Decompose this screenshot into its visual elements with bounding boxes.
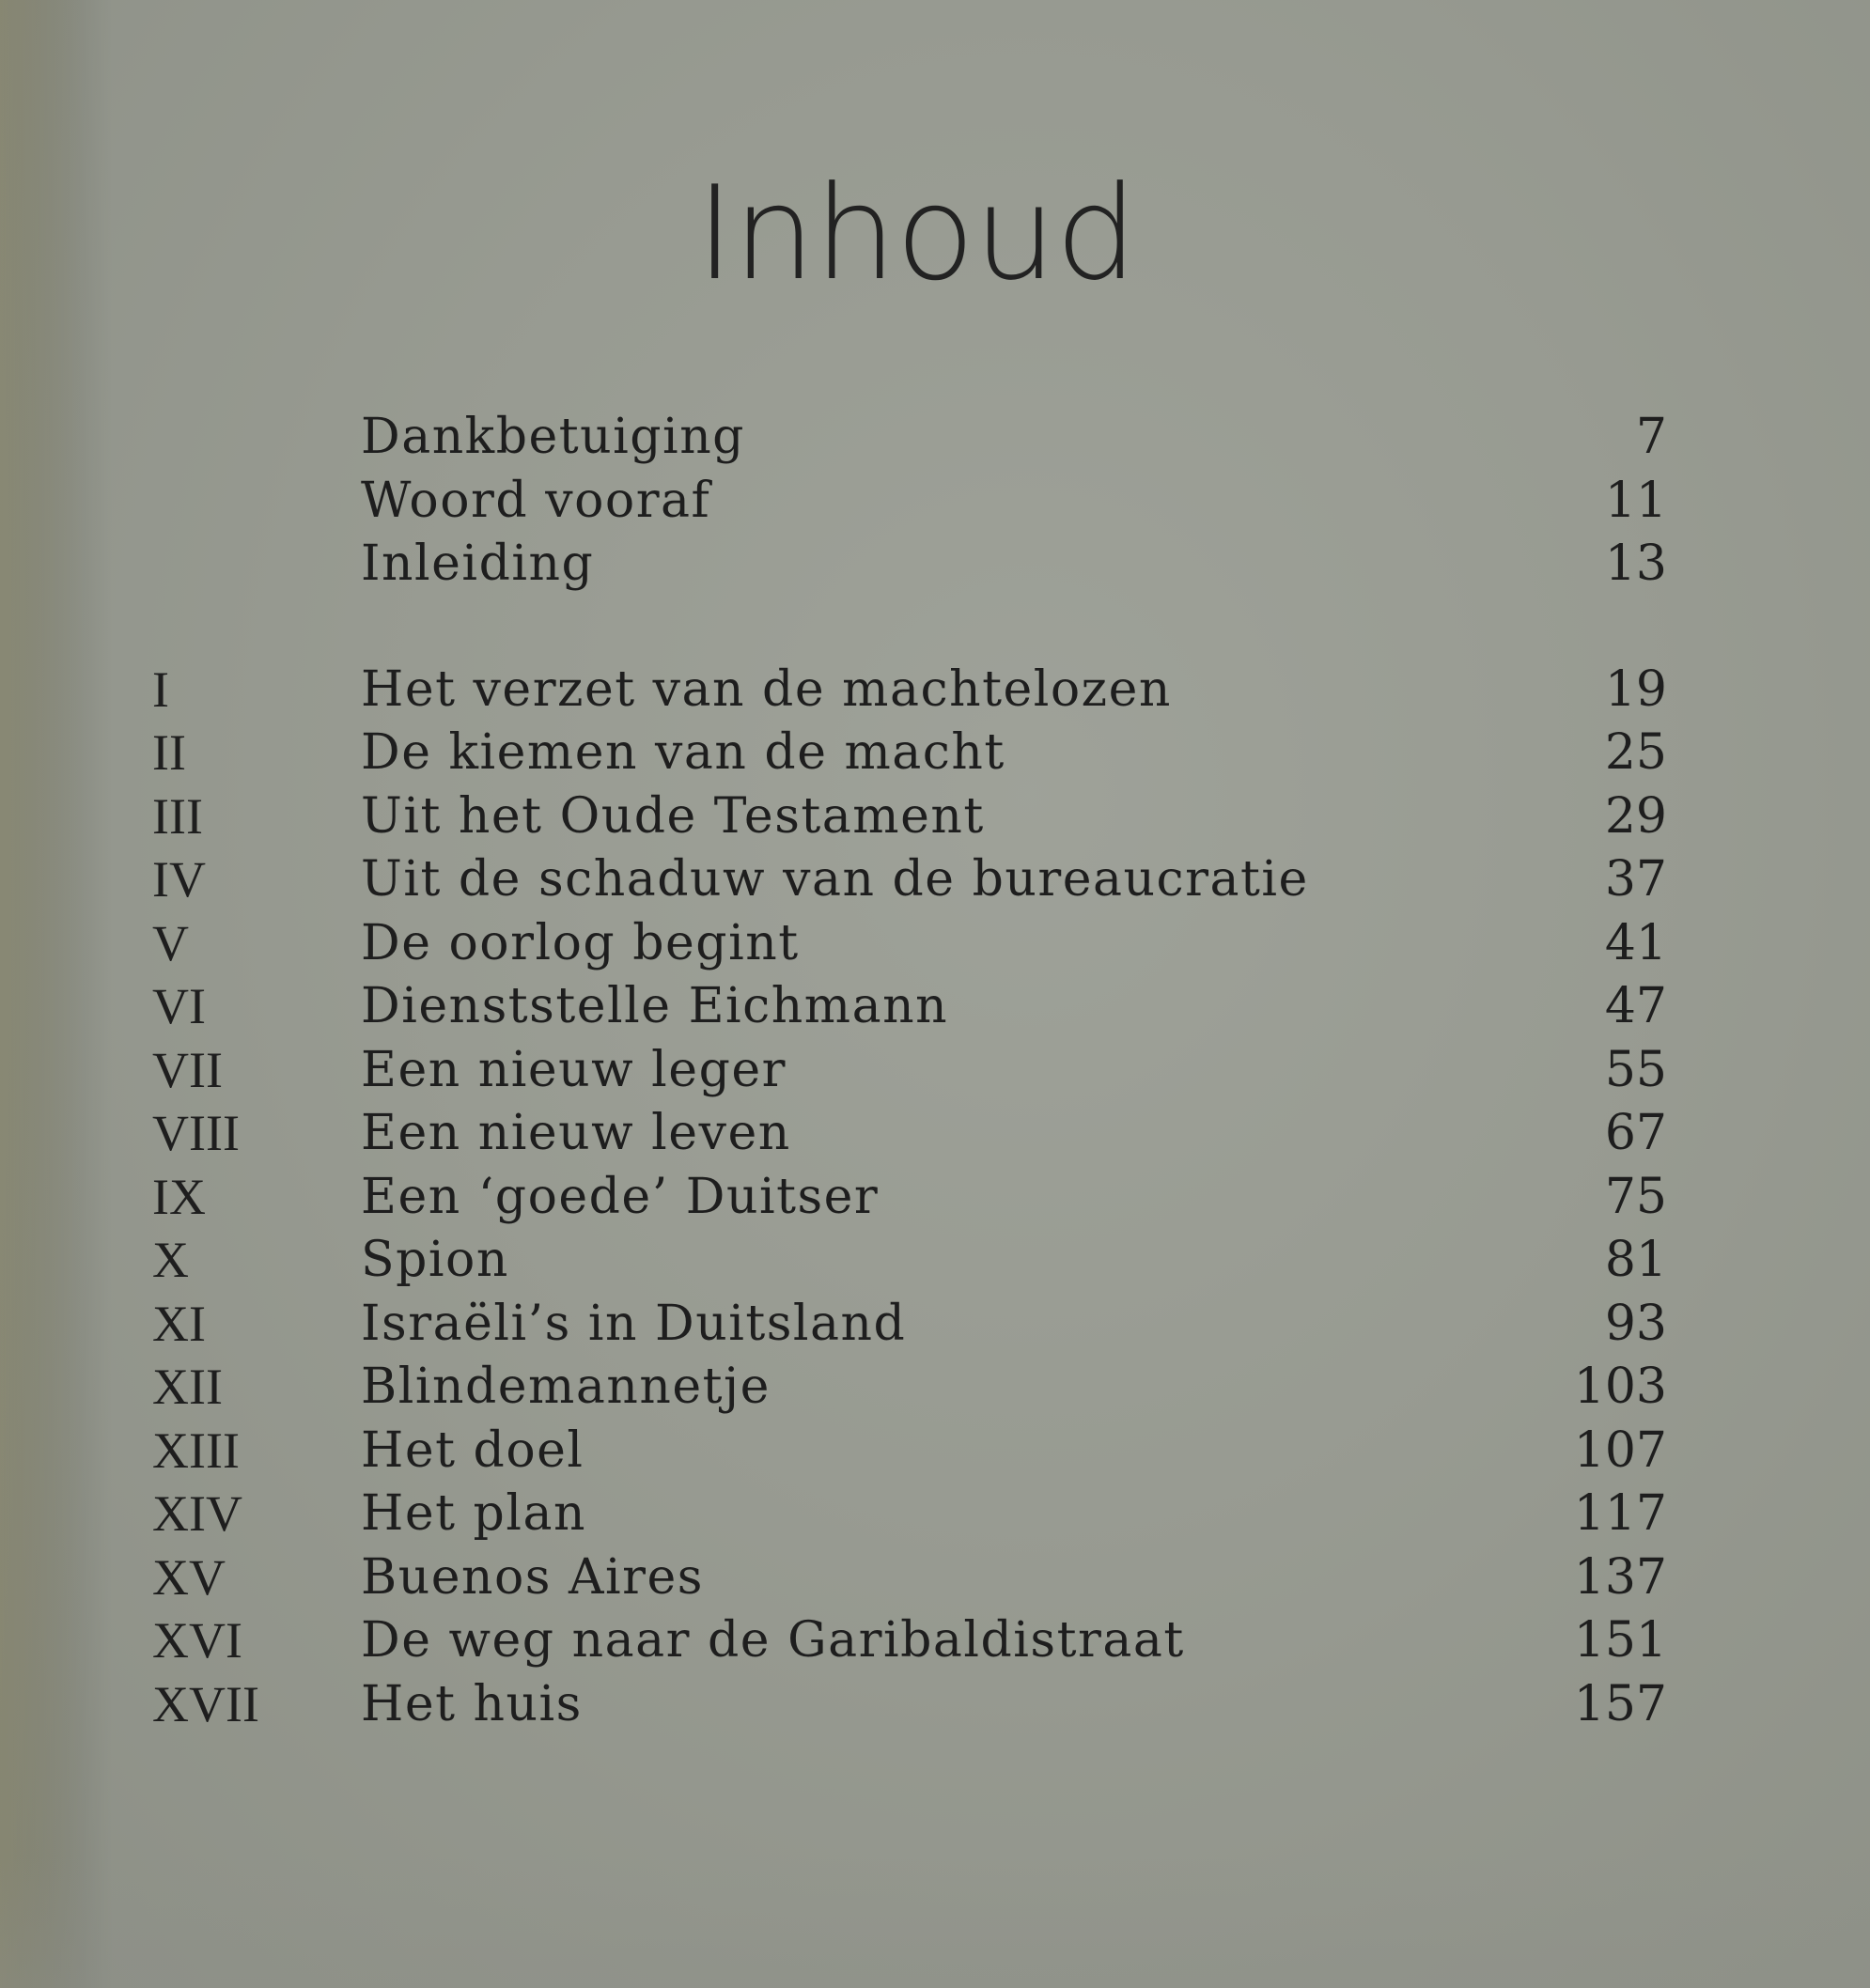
- chapter-entry: [152, 1039, 1667, 1103]
- entry-title: Dienststelle Eichmann: [361, 978, 949, 1034]
- entry-title: Buenos Aires: [361, 1548, 704, 1606]
- entry-page-number: 11: [1604, 472, 1667, 529]
- entry-title: Woord vooraf: [361, 472, 711, 529]
- chapter-entry: [152, 1420, 1667, 1483]
- front-matter-entry: [152, 470, 1667, 534]
- chapter-entry: [152, 1673, 1667, 1737]
- entry-page-number: 67: [1604, 1105, 1667, 1161]
- section-spacer: [152, 597, 1667, 659]
- entry-page-number: 81: [1604, 1232, 1667, 1288]
- entry-page-number: 25: [1604, 724, 1667, 781]
- chapter-entry: [152, 722, 1667, 785]
- chapter-entry: [152, 912, 1667, 976]
- entry-title: De weg naar de Garibaldistraat: [361, 1612, 1185, 1669]
- entry-page-number: 151: [1573, 1612, 1667, 1669]
- entry-page-number: 93: [1604, 1295, 1667, 1352]
- chapter-numeral: XIII: [152, 1421, 240, 1479]
- entry-title: Een nieuw leven: [361, 1105, 791, 1161]
- front-matter-list: [152, 406, 1667, 597]
- chapter-entry: [152, 1166, 1667, 1230]
- entry-title: De oorlog begint: [361, 914, 800, 971]
- chapter-entry: [152, 1546, 1667, 1610]
- page-title: Inhoud: [695, 158, 1137, 309]
- chapter-entry: [152, 1293, 1667, 1357]
- entry-page-number: 13: [1604, 536, 1667, 592]
- chapter-numeral: VIII: [152, 1105, 240, 1161]
- entry-page-number: 37: [1604, 851, 1667, 908]
- chapter-entry: [152, 848, 1667, 912]
- entry-title: Inleiding: [361, 536, 595, 592]
- chapter-numeral: II: [152, 724, 186, 781]
- chapter-numeral: XVI: [152, 1612, 242, 1669]
- chapter-numeral: III: [152, 787, 203, 845]
- chapter-entry: [152, 1609, 1667, 1673]
- chapter-entry: [152, 975, 1667, 1039]
- chapter-numeral: XI: [152, 1295, 206, 1352]
- entry-page-number: 29: [1604, 787, 1667, 845]
- chapter-numeral: I: [152, 660, 169, 718]
- entry-page-number: 157: [1573, 1675, 1667, 1732]
- chapter-entry: [152, 785, 1667, 849]
- entry-title: Uit het Oude Testament: [361, 787, 985, 845]
- entry-title: Blindemannetje: [361, 1359, 771, 1415]
- entry-page-number: 117: [1573, 1485, 1667, 1542]
- entry-title: Een ‘goede’ Duitser: [361, 1168, 880, 1225]
- entry-title: Dankbetuiging: [361, 409, 745, 465]
- chapter-list: [152, 659, 1667, 1737]
- chapter-numeral: XV: [152, 1548, 226, 1606]
- entry-title: Uit de schaduw van de bureaucratie: [361, 851, 1309, 908]
- entry-page-number: 41: [1604, 914, 1667, 971]
- entry-page-number: 47: [1604, 978, 1667, 1034]
- entry-page-number: 19: [1604, 660, 1667, 718]
- chapter-numeral: XIV: [152, 1485, 242, 1542]
- chapter-numeral: XVII: [152, 1675, 259, 1732]
- chapter-entry: [152, 1229, 1667, 1293]
- table-of-contents: [152, 406, 1667, 1736]
- entry-page-number: 55: [1604, 1041, 1667, 1098]
- chapter-numeral: V: [152, 914, 189, 971]
- entry-page-number: 75: [1604, 1168, 1667, 1225]
- entry-title: Het huis: [361, 1675, 583, 1732]
- entry-page-number: 107: [1573, 1421, 1667, 1479]
- chapter-entry: [152, 1483, 1667, 1546]
- entry-title: De kiemen van de macht: [361, 724, 1005, 781]
- chapter-entry: [152, 659, 1667, 722]
- front-matter-entry: [152, 406, 1667, 470]
- entry-title: Het verzet van de machtelozen: [361, 660, 1172, 718]
- chapter-entry: [152, 1356, 1667, 1420]
- chapter-numeral: VI: [152, 978, 206, 1034]
- chapter-numeral: XII: [152, 1359, 223, 1415]
- front-matter-entry: [152, 533, 1667, 597]
- entry-page-number: 137: [1573, 1548, 1667, 1606]
- chapter-numeral: IX: [152, 1168, 206, 1225]
- entry-page-number: 7: [1635, 409, 1667, 465]
- chapter-numeral: VII: [152, 1041, 223, 1098]
- chapter-numeral: IV: [152, 851, 206, 908]
- entry-page-number: 103: [1573, 1359, 1667, 1415]
- chapter-entry: [152, 1102, 1667, 1166]
- entry-title: Een nieuw leger: [361, 1041, 787, 1098]
- entry-title: Het plan: [361, 1485, 586, 1542]
- page-bottom-shadow: [0, 1856, 1870, 1988]
- entry-title: Het doel: [361, 1421, 584, 1479]
- entry-title: Israëli’s in Duitsland: [361, 1295, 907, 1352]
- chapter-numeral: X: [152, 1232, 189, 1288]
- entry-title: Spion: [361, 1232, 509, 1288]
